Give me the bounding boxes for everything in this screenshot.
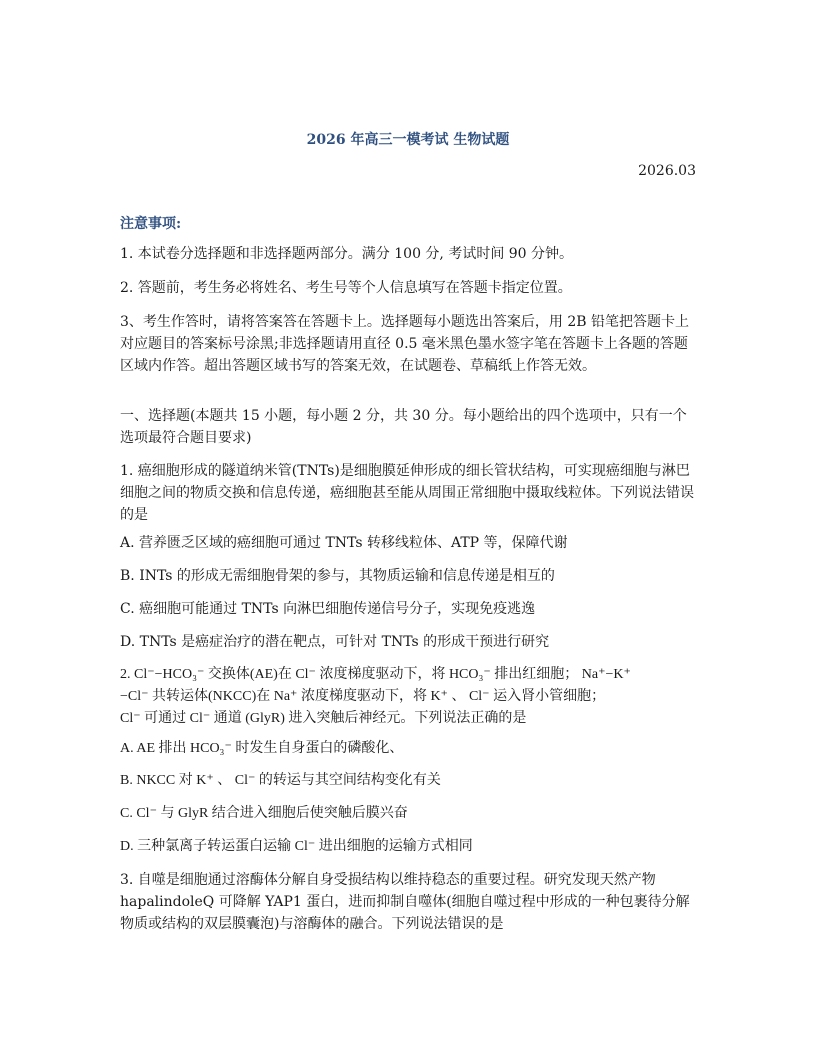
notice-heading: 注意事项: <box>120 216 182 232</box>
question-2-option-a: A. AE 排出 HCO₃⁻ 时发生自身蛋白的磷酸化、 <box>120 741 404 756</box>
question-1-stem: 1. 癌细胞形成的隧道纳米管(TNTs)是细胞膜延伸形成的细长管状结构，可实现癌细胞与淋巴细胞之间的物质交换和信息传递，癌细胞甚至能从周围正常细胞中摄取线粒体。下列说法错误的是 <box>120 463 694 523</box>
question-2-option-c: C. Cl⁻ 与 GlyR 结合进入细胞后使突触后膜兴奋 <box>120 806 408 821</box>
notice-item-3: 3、考生作答时，请将答案答在答题卡上。选择题每小题选出答案后，用 2B 铅笔把答题卡上对应题目的答案标号涂黑;非选择题请用直径 0.5 毫米黑色墨水签字笔在答题卡上各题的答题区域内作答。超出答题区域书写的答案无效，在试题卷、草稿纸上作答无效。 <box>120 314 690 374</box>
question-2-option-b: B. NKCC 对 K⁺ 、 Cl⁻ 的转运与其空间结构变化有关 <box>120 773 441 788</box>
page-title: 2026 年高三一模考试 生物试题 <box>306 132 510 148</box>
question-2-stem-line-1: 2. Cl⁻−HCO₃⁻ 交换体(AE)在 Cl⁻ 浓度梯度驱动下，将 HCO₃⁻ 排出红细胞； Na⁺−K⁺ <box>120 667 631 682</box>
question-2-option-d: D. 三种氯离子转运蛋白运输 Cl⁻ 进出细胞的运输方式相同 <box>120 839 473 854</box>
question-1-option-a: A. 营养匮乏区域的癌细胞可通过 TNTs 转移线粒体、ATP 等，保障代谢 <box>120 535 568 551</box>
exam-date: 2026.03 <box>638 163 696 179</box>
notice-item-1: 1. 本试卷分选择题和非选择题两部分。满分 100 分, 考试时间 90 分钟。 <box>120 246 574 262</box>
question-2-stem-line-2: −Cl⁻ 共转运体(NKCC)在 Na⁺ 浓度梯度驱动下，将 K⁺ 、 Cl⁻ 运入肾小管细胞； <box>120 689 606 704</box>
question-1-option-c: C. 癌细胞可能通过 TNTs 向淋巴细胞传递信号分子，实现免疫逃逸 <box>120 601 536 617</box>
question-1-option-b: B. INTs 的形成无需细胞骨架的参与，其物质运输和信息传递是相互的 <box>120 568 555 584</box>
section-heading: 一、选择题(本题共 15 小题，每小题 2 分，共 30 分。每小题给出的四个选项中，只有一个选项最符合题目要求) <box>120 408 687 446</box>
question-2-stem-line-3: Cl⁻ 可通过 Cl⁻ 通道 (GlyR) 进入突触后神经元。下列说法正确的是 <box>120 711 527 726</box>
question-1-option-d: D. TNTs 是癌症治疗的潜在靶点，可针对 TNTs 的形成干预进行研究 <box>120 634 550 650</box>
notice-item-2: 2. 答题前，考生务必将姓名、考生号等个人信息填写在答题卡指定位置。 <box>120 280 572 296</box>
question-3-stem: 3. 自噬是细胞通过溶酶体分解自身受损结构以维持稳态的重要过程。研究发现天然产物 hapalindoleQ 可降解 YAP1 蛋白，进而抑制自噬体(细胞自噬过程中形成的一种包裹待分解物质或结构的双层膜囊泡)与溶酶体的融合。下列说法错误的是 <box>120 872 690 932</box>
